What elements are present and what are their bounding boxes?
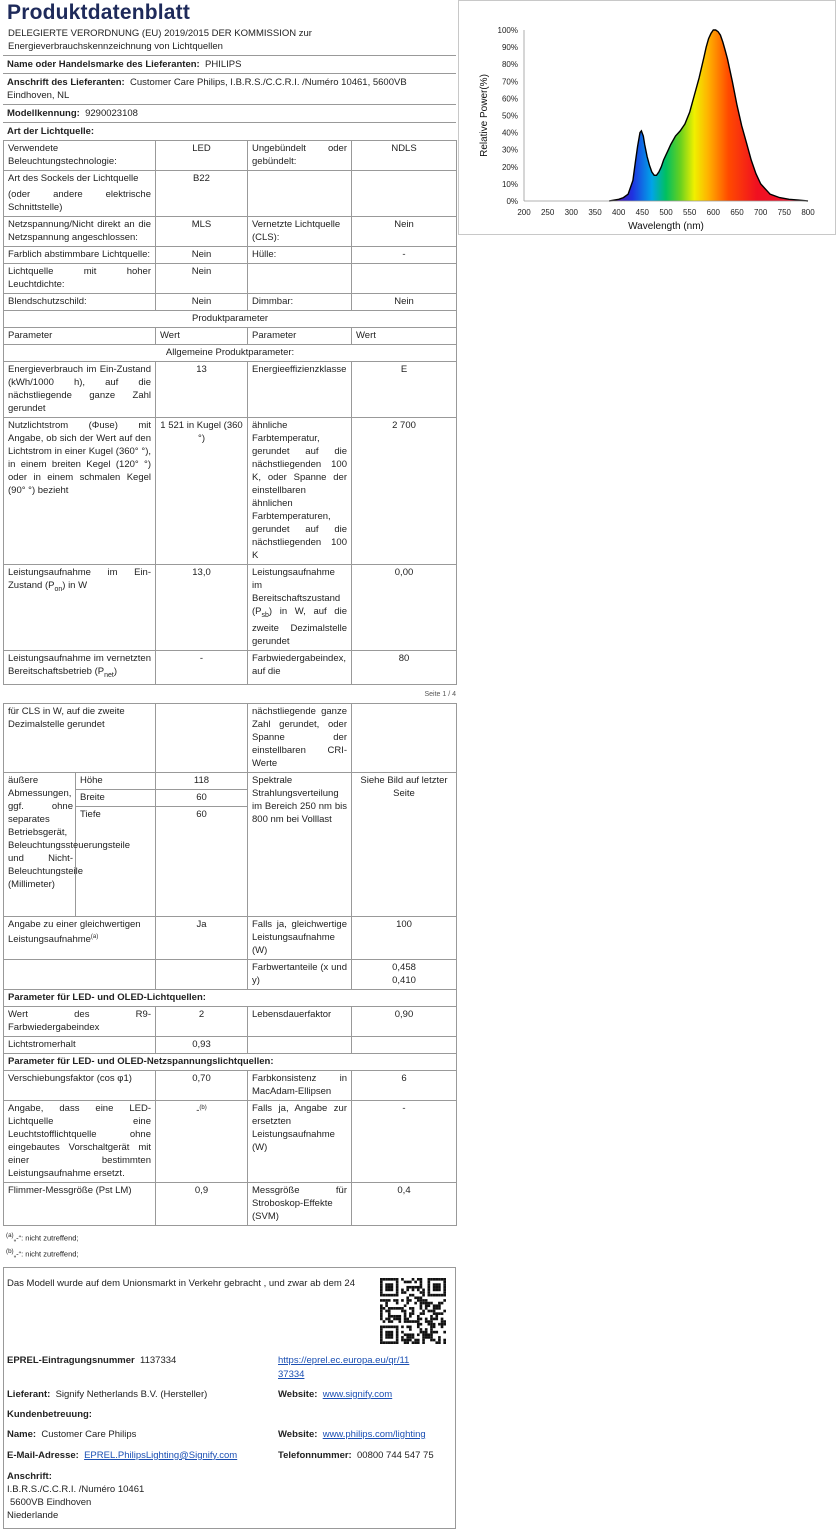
footnote-b [6, 1245, 456, 1262]
socket-label: Art des Sockels der Lichtquelle [8, 173, 139, 184]
column-header: Wert [156, 328, 248, 345]
y-tick-label: 60% [501, 94, 518, 104]
table-cell: 0,9 [156, 1182, 248, 1225]
table-row [4, 1070, 457, 1100]
table-cell: 1 521 in Kugel (360 °) [156, 418, 248, 565]
table-cell: 0,00 [352, 565, 457, 651]
table-cell: Nein [352, 217, 457, 247]
address-heading: Anschrift: [7, 1470, 52, 1482]
footnote-a [6, 1229, 456, 1246]
text-part: Leistungsaufnahme im vernetzten Bereitschaftsbetrieb (P [8, 652, 151, 677]
table-cell [4, 565, 156, 651]
table-cell [352, 264, 457, 294]
table-cell: Farbwertanteile (x und y) [248, 959, 352, 989]
table-row [4, 989, 457, 1006]
table-cell: Vernetzte Lichtquelle (CLS): [248, 217, 352, 247]
product-params-title: Produktparameter [4, 311, 457, 328]
phone-row [278, 1449, 434, 1462]
table-cell: Farbwiedergabeindex, auf die [248, 650, 352, 684]
x-tick-label: 250 [540, 208, 555, 217]
supplier-name-label: Name oder Handelsmarke des Lieferanten: [7, 59, 200, 70]
table-cell: 0,90 [352, 1006, 457, 1036]
table-row [4, 311, 457, 328]
table-cell: 0,93 [156, 1036, 248, 1053]
y-tick-label: 50% [501, 111, 518, 121]
y-tick-label: 0% [506, 197, 518, 206]
supplier-value: Signify Netherlands B.V. (Hersteller) [55, 1388, 208, 1400]
table-cell: - [156, 650, 248, 684]
website-row-2 [278, 1428, 426, 1441]
table-row [4, 362, 457, 418]
table-row [4, 217, 457, 247]
table-cell: Dimmbar: [248, 294, 352, 311]
table-row [4, 1053, 457, 1070]
dims-depth-label: Tiefe [76, 806, 156, 916]
website-row-1 [278, 1388, 392, 1401]
led-params-title: Parameter für LED- und OLED-Lichtquellen: [4, 989, 457, 1006]
table-cell: Lebensdauerfaktor [248, 1006, 352, 1036]
address-line-1: I.B.R.S./C.C.R.I. /Numéro 10461 [7, 1483, 145, 1495]
column-header: Parameter [248, 328, 352, 345]
table-cell: Nein [156, 264, 248, 294]
table-cell: B22 [156, 171, 248, 217]
table-row [4, 264, 457, 294]
table-cell [248, 171, 352, 217]
table-row [4, 703, 457, 772]
table-cell: Nein [156, 294, 248, 311]
table-cell [4, 959, 156, 989]
table-cell: LED [156, 141, 248, 171]
table-cell: 2 700 [352, 418, 457, 565]
chroma-y: 0,410 [392, 974, 416, 986]
table-cell: 0,4 [352, 1182, 457, 1225]
type-label: Art der Lichtquelle: [7, 126, 95, 137]
y-tick-label: 20% [501, 162, 518, 172]
table-cell [248, 1036, 352, 1053]
socket-sublabel: (oder andere elektrische Schnittstelle) [8, 189, 151, 213]
table-cell: für CLS in W, auf die zweite Dezimalstelle gerundet [4, 703, 156, 772]
address-line-2: 5600VB Eindhoven [10, 1496, 92, 1508]
support-heading: Kundenbetreuung: [7, 1408, 92, 1420]
table-cell: E [352, 362, 457, 418]
y-tick-label: 100% [497, 26, 518, 35]
address-label [7, 1470, 52, 1483]
supplier-address: Customer Care Philips, I.B.R.S./C.C.R.I. /Numéro 10461, 5600VB Eindhoven, NL [7, 77, 407, 101]
table-cell [4, 171, 156, 217]
x-tick-label: 600 [706, 208, 721, 217]
table-cell: Falls ja, Angabe zur ersetzten Leistungsaufnahme (W) [248, 1100, 352, 1182]
subscript: on [54, 585, 63, 593]
model-label: Modellkennung: [7, 108, 80, 119]
table-cell [248, 565, 352, 651]
table-cell: Lichtquelle mit hoher Leuchtdichte: [4, 264, 156, 294]
supplier-row [7, 1388, 207, 1401]
supplier-address-label: Anschrift des Lieferanten: [7, 77, 125, 88]
table-cell [156, 703, 248, 772]
qr-code-icon[interactable] [380, 1278, 446, 1344]
dims-depth-value: 60 [156, 806, 248, 916]
table-cell: 13,0 [156, 565, 248, 651]
text-part: ) in W [62, 580, 88, 591]
page-title: Produktdatenblatt [7, 1, 191, 24]
dims-width-value: 60 [156, 789, 248, 806]
column-header: Wert [352, 328, 457, 345]
footnotes [6, 1229, 456, 1262]
email-row [7, 1449, 237, 1462]
eprel-link[interactable]: https://eprel.ec.europa.eu/qr/11 [278, 1354, 410, 1366]
table-row [4, 565, 457, 651]
x-tick-label: 750 [777, 208, 792, 217]
website-link-philips[interactable]: www.philips.com/lighting [322, 1428, 426, 1440]
table-row [4, 1006, 457, 1036]
table-cell [4, 916, 156, 959]
x-axis-label: Wavelength (nm) [628, 221, 704, 232]
table-cell: 0,70 [156, 1070, 248, 1100]
table-cell: Farblich abstimmbare Lichtquelle: [4, 247, 156, 264]
name-row [7, 1428, 136, 1441]
table-cell [352, 1036, 457, 1053]
y-axis-label: Relative Power(%) [479, 74, 490, 157]
x-tick-label: 350 [588, 208, 602, 217]
table-cell: Blendschutzschild: [4, 294, 156, 311]
text-part: ) in W, auf die zweite Dezimalstelle gerundet [252, 606, 347, 647]
footnote-text: „-“: nicht zutreffend; [13, 1249, 79, 1259]
table-cell: 80 [352, 650, 457, 684]
y-tick-label: 70% [501, 77, 518, 87]
subscript: sb [261, 611, 269, 619]
table-row [4, 916, 457, 959]
phone-value: 00800 744 547 75 [357, 1449, 434, 1461]
y-tick-label: 40% [501, 128, 518, 138]
footnote-text: „-“: nicht zutreffend; [13, 1233, 79, 1243]
table-cell: Lichtstromerhalt [4, 1036, 156, 1053]
y-tick-label: 30% [501, 145, 518, 155]
y-tick-label: 10% [501, 179, 518, 189]
table-cell: Falls ja, gleichwertige Leistungsaufnahme (W) [248, 916, 352, 959]
x-tick-label: 450 [635, 208, 650, 217]
website-link-signify[interactable]: www.signify.com [322, 1388, 393, 1400]
spectral-distribution-chart [458, 0, 836, 235]
x-tick-label: 650 [730, 208, 744, 217]
text-part: Angabe zu einer gleichwertigen Leistungsaufnahme [8, 918, 141, 945]
table-cell: Hülle: [248, 247, 352, 264]
x-tick-label: 200 [517, 208, 531, 217]
table-cell [156, 959, 248, 989]
table-cell: Ungebündelt oder gebündelt: [248, 141, 352, 171]
table-cell: 100 [352, 916, 457, 959]
table-cell: 13 [156, 362, 248, 418]
table-cell [352, 171, 457, 217]
product-params-table-continued [3, 703, 457, 1226]
phone-label: Telefonnummer: [278, 1449, 352, 1461]
table-row [4, 959, 457, 989]
table-cell: Verwendete Beleuchtungstechnologie: [4, 141, 156, 171]
table-cell: Nein [352, 294, 457, 311]
table-row [4, 1182, 457, 1225]
supplier-name: PHILIPS [205, 59, 242, 70]
support-label [7, 1408, 92, 1421]
supplier-label: Lieferant: [7, 1388, 51, 1400]
y-tick-label: 90% [501, 43, 518, 53]
eprel-link-cont[interactable]: 37334 [278, 1368, 305, 1380]
table-cell: - [352, 1100, 457, 1182]
market-date: Das Modell wurde auf dem Unionsmarkt in Verkehr gebracht , und zwar ab dem 24 [7, 1277, 355, 1289]
table-row [4, 1036, 457, 1053]
table-cell: Farbkonsistenz in MacAdam-Ellipsen [248, 1070, 352, 1100]
table-cell: Flimmer-Messgröße (Pst LM) [4, 1182, 156, 1225]
table-cell [156, 1100, 248, 1182]
table-row [4, 247, 457, 264]
spd-value: Siehe Bild auf letzter Seite [352, 772, 457, 916]
dims-width-label: Breite [76, 789, 156, 806]
eprel-label: EPREL-Eintragungsnummer [7, 1354, 135, 1366]
text-part: - [196, 1104, 200, 1116]
type-table [3, 140, 457, 311]
table-row [4, 141, 457, 171]
x-tick-label: 300 [564, 208, 579, 217]
table-cell: Nein [156, 247, 248, 264]
column-header: Parameter [4, 328, 156, 345]
table-cell: Messgröße für Stroboskop-Effekte (SVM) [248, 1182, 352, 1225]
table-cell: MLS [156, 217, 248, 247]
table-cell: 2 [156, 1006, 248, 1036]
footnote-mark: (a) [90, 933, 99, 940]
x-tick-label: 700 [753, 208, 768, 217]
eprel-number: 1137334 [140, 1354, 177, 1366]
spectrum-chart-svg [459, 1, 835, 234]
x-tick-label: 500 [659, 208, 673, 217]
table-cell: Ja [156, 916, 248, 959]
model-id: 9290023108 [85, 108, 138, 119]
table-cell: - [352, 247, 457, 264]
regulation-text: DELEGIERTE VERORDNUNG (EU) 2019/2015 DER KOMMISSION zur Energieverbrauchskennzeichnung von Lichtquellen [8, 28, 312, 52]
y-tick-label: 80% [501, 60, 518, 70]
dims-height-value: 118 [156, 772, 248, 789]
supplier-address-row [3, 73, 456, 104]
x-tick-label: 800 [801, 208, 815, 217]
x-tick-label: 400 [611, 208, 626, 217]
table-row [4, 650, 457, 684]
table-cell: nächstliegende ganze Zahl gerundet, oder Spanne der einstellbaren CRI-Werte [248, 703, 352, 772]
footnote-mark: (b) [199, 1104, 207, 1111]
supplier-info-box [3, 1267, 456, 1529]
website-label: Website: [278, 1428, 318, 1440]
table-cell [352, 959, 457, 989]
table-cell: Wert des R9-Farbwiedergabeindex [4, 1006, 156, 1036]
table-cell: Energieverbrauch im Ein-Zustand (kWh/1000 h), auf die nächstliegende ganze Zahl gerundet [4, 362, 156, 418]
footnote-mark: (a) [6, 1231, 14, 1239]
eprel-row [7, 1354, 176, 1367]
table-cell: Nutzlichtstrom (Φuse) mit Angabe, ob sich der Wert auf den Lichtstrom in einer Kugel (360° °), in einem breiten Kegel (120° °) oder in einem schmalen Kegel (90° °) bezieht [4, 418, 156, 565]
email-label: E-Mail-Adresse: [7, 1449, 79, 1461]
model-row [3, 104, 456, 122]
table-row [4, 171, 457, 217]
spd-label: Spektrale Strahlungsverteilung im Bereich 250 nm bis 800 nm bei Volllast [248, 772, 352, 916]
subscript: net [104, 671, 114, 679]
table-cell: Netzspannung/Nicht direkt an die Netzspannung angeschlossen: [4, 217, 156, 247]
product-datasheet [3, 0, 456, 1529]
table-cell [352, 703, 457, 772]
table-cell: 6 [352, 1070, 457, 1100]
table-cell: NDLS [352, 141, 457, 171]
table-row [4, 418, 457, 565]
chroma-x: 0,458 [392, 961, 416, 973]
page-number: Seite 1 / 4 [424, 690, 456, 698]
text-part: ) [113, 665, 118, 677]
mains-params-title: Parameter für LED- und OLED-Netzspannungslichtquellen: [4, 1053, 457, 1070]
name-label: Name: [7, 1428, 37, 1440]
general-params-title: Allgemeine Produktparameter: [4, 345, 457, 362]
footnote-mark: (b) [6, 1248, 14, 1256]
table-cell [4, 650, 156, 684]
x-tick-label: 550 [682, 208, 697, 217]
product-params-table [3, 310, 457, 685]
table-cell: Energieeffizienzklasse [248, 362, 352, 418]
text-part: Leistungsaufnahme im Bereitschaftszustand (P [252, 567, 341, 617]
dims-label: äußere Abmessungen, ggf. ohne separates Betriebsgerät, Beleuchtungssteuerungsteile und Nicht-Beleuchtungsteile (Millimeter) [4, 772, 76, 916]
table-row [4, 294, 457, 311]
text-part: Leistungsaufnahme im Ein-Zustand (P [8, 567, 151, 591]
website-label: Website: [278, 1388, 318, 1400]
supplier-name-row [3, 55, 456, 73]
dims-height-label: Höhe [76, 772, 156, 789]
table-cell: Verschiebungsfaktor (cos φ1) [4, 1070, 156, 1100]
address-line-3: Niederlande [7, 1509, 59, 1521]
email-link[interactable]: EPREL.PhilipsLighting@Signify.com [84, 1449, 238, 1461]
name-value: Customer Care Philips [41, 1428, 137, 1440]
table-row [4, 345, 457, 362]
table-cell [248, 264, 352, 294]
table-cell: Angabe, dass eine LED-Lichtquelle eine Leuchtstofflichtquelle ohne eingebautes Vorschaltgerät mit einer bestimmten Leistungsaufnahme ersetzt. [4, 1100, 156, 1182]
table-row [4, 1100, 457, 1182]
table-cell: ähnliche Farbtemperatur, gerundet auf die nächstliegenden 100 K, oder Spanne der einstellbaren ähnlichen Farbtemperaturen, gerundet auf die nächstliegenden 100 K [248, 418, 352, 565]
table-header-row [4, 328, 457, 345]
type-row [3, 122, 456, 140]
table-row [4, 772, 457, 789]
